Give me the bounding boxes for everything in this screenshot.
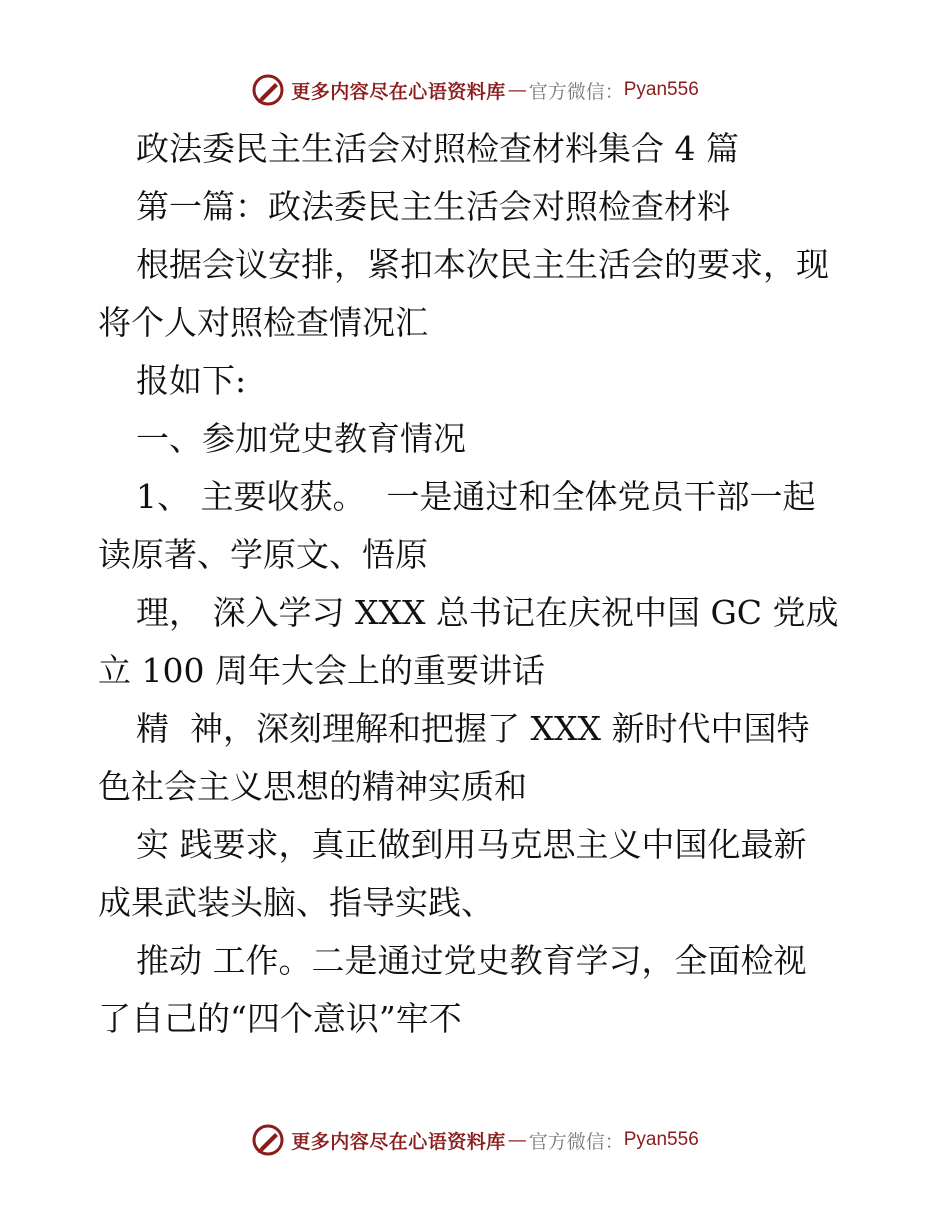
pen-logo-icon xyxy=(251,1123,285,1157)
banner-site-text: 更多内容尽在心语资料库 xyxy=(291,80,506,103)
footer-watermark-banner xyxy=(0,1120,950,1160)
section-heading: 第一篇：政法委民主生活会对照检查材料 xyxy=(136,187,730,226)
subsection-heading: 一、参加党史教育情况 xyxy=(136,419,466,458)
paragraph-line: 根据会议安排，紧扣本次民主生活会的要求，现 xyxy=(136,245,829,284)
paragraph-line: 推动 工作。二是通过党史教育学习，全面检视 xyxy=(136,941,807,980)
paragraph-line: 报如下: xyxy=(136,361,247,400)
paragraph-line: 成果武装头脑、指导实践、 xyxy=(98,883,494,922)
document-title: 政法委民主生活会对照检查材料集合 4 篇 xyxy=(136,129,739,168)
banner-wechat-id: Pyan556 xyxy=(623,1129,699,1150)
paragraph-line: 1、 主要收获。 一是通过和全体党员干部一起 xyxy=(136,477,816,516)
paragraph-line: 将个人对照检查情况汇 xyxy=(98,303,428,342)
paragraph-line: 立 100 周年大会上的重要讲话 xyxy=(98,651,545,690)
pen-logo-icon xyxy=(251,73,285,107)
banner-site-text: 更多内容尽在心语资料库 xyxy=(291,1130,506,1153)
paragraph-line: 读原著、学原文、悟原 xyxy=(98,535,428,574)
paragraph-line: 实 践要求，真正做到用马克思主义中国化最新 xyxy=(136,825,807,864)
paragraph-line: 色社会主义思想的精神实质和 xyxy=(98,767,527,806)
banner-wechat-label: 官方微信： xyxy=(528,1130,624,1153)
banner-dash: — xyxy=(507,79,527,101)
banner-wechat-id: Pyan556 xyxy=(623,79,699,100)
banner-dash: — xyxy=(507,1129,527,1151)
paragraph-line: 理， 深入学习 XXX 总书记在庆祝中国 GC 党成 xyxy=(136,593,839,632)
banner-wechat-label: 官方微信： xyxy=(528,80,624,103)
paragraph-line: 了自己的“四个意识”牢不 xyxy=(98,999,462,1038)
document-body xyxy=(98,120,858,1048)
paragraph-line: 精 神，深刻理解和把握了 XXX 新时代中国特 xyxy=(136,709,810,748)
header-watermark-banner xyxy=(0,70,950,110)
